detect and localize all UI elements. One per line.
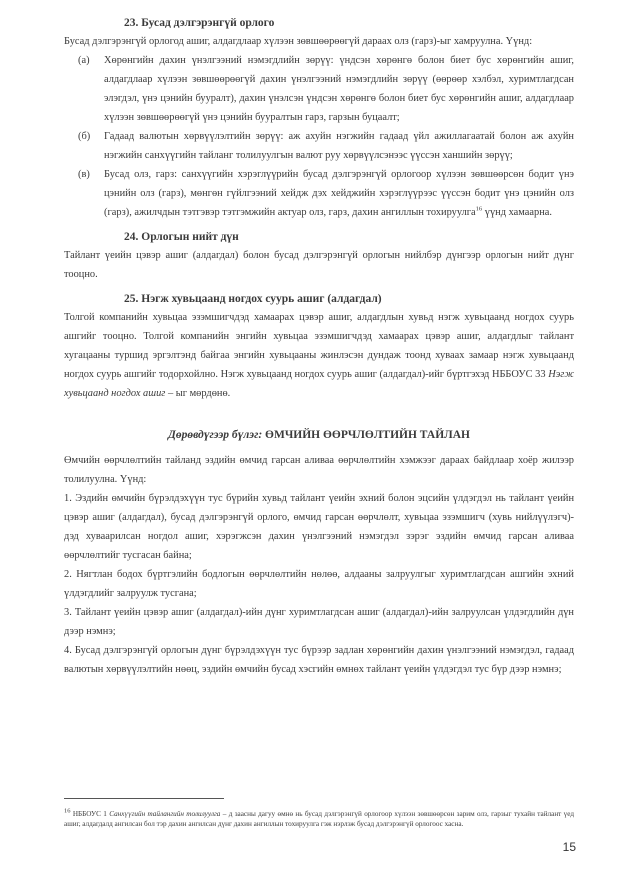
list-text-tail: үүнд хамаарна. <box>484 207 552 218</box>
equity-item-3: 3. Тайлант үеийн цэвэр ашиг (алдагдал)-ийн дүнг хуримтлагдсан ашиг (алдагдал)-ийн залруулсан үлдэгдлийн дүн дээр нэмнэ; <box>64 607 574 637</box>
standard-title: Нэгж хувьцаанд ногдох ашиг <box>64 369 574 399</box>
equity-item-4: 4. Бусад дэлгэрэнгүй орлогын дүнг бүрэлдэхүүн тус бүрээр задлан хөрөнгийн дахин үнэлгээний нэмэгдэл, гадаад валютын хөрвүүлэлтийн нөөц, эздийн өмчийн бусад хэсгийн өмнөх тайлант үеийн үлдэгдэл тус бүр дээр нэмнэ; <box>64 645 574 675</box>
list-marker: (а) <box>78 55 90 66</box>
section-25-text-after: – ыг мөрдөнө. <box>165 388 231 399</box>
list-item-c <box>78 165 574 222</box>
section-25-text <box>64 308 574 403</box>
footnote <box>64 807 575 829</box>
footnote-italic: Санхүүгийн тайлангийн толилуулга <box>109 810 221 819</box>
section-24-text: Тайлант үеийн цэвэр ашиг (алдагдал) болон бусад дэлгэрэнгүй орлогын нийлбэр дүнгээр орлогын нийт дүнг тооцно. <box>64 250 574 280</box>
section-25-heading: 25. Нэгж хувьцаанд ногдох суурь ашиг (алдагдал) <box>124 293 382 305</box>
list-text: Хөрөнгийн дахин үнэлгээний нэмэгдлийн зөрүү: үндсэн хөрөнгө болон биет бус хөрөнгийн ашиг, алдагдлаар хүлээн зөвшөөрөөгүй дахин үнэлгээний нэмэгдлийн зөрүү (өөрөөр хэлбэл, хуримтлагдсан элэгдэл, үнэ цэнийн бууралт), дахин үнэлсэн үндсэн хөрөнгө болон биет бус хөрөнгийн ашиг, алдагдлаар хүлээн зөвшөөрөөгүй үнэ цэнийн бууралтын гарз, гарзын буцаалт; <box>104 55 574 123</box>
equity-intro: Өмчийн өөрчлөлтийн тайланд эздийн өмчид гарсан аливаа өөрчлөлтийн хэмжээг дараах байдлаар хоёр жилээр толилуулна. Үүнд: <box>64 455 574 485</box>
section-23-heading: 23. Бусад дэлгэрэнгүй орлого <box>124 17 275 29</box>
section-23-intro: Бусад дэлгэрэнгүй орлогод ашиг, алдагдлаар хүлээн зөвшөөрөөгүй дараах олз (гарз)-ыг хамруулна. Үүнд: <box>64 36 533 47</box>
chapter-lead: Дөрөвдүгээр бүлэг: <box>168 429 263 441</box>
list-item-b <box>78 127 574 165</box>
page-number: 15 <box>562 840 576 854</box>
chapter-title: ӨМЧИЙН ӨӨРЧЛӨЛТИЙН ТАЙЛАН <box>265 429 470 441</box>
footnote-mark: 16 <box>64 807 71 815</box>
footnote-prefix: НББОУС 1 <box>70 810 110 819</box>
list-marker: (б) <box>78 131 91 142</box>
list-item-a <box>78 51 574 127</box>
list-text: Бусад олз, гарз: санхүүгийн хэрэглүүрийн бусад дэлгэрэнгүй орлогоор хүлээн зөвшөөрсөн бодит үнэ цэнийн олз (гарз), мөнгөн гүйлгээний хейдж дэх хейджийн хэрэглүүрээс үүссэн бодит үнэ цэнийн олз (гарз), ажилчдын тэтгэвэр тэтгэмжийн актуар олз, гарз, дахин ангиллын тохируулга <box>104 169 574 218</box>
section-24-heading: 24. Орлогын нийт дүн <box>124 231 239 243</box>
list-text: Гадаад валютын хөрвүүлэлтийн зөрүү: аж ахуйн нэгжийн гадаад үйл ажиллагаатай болон аж ахуйн нэгжийн санхүүгийн тайланг толилуулгын валют руу хөрвүүлсэнээс үүссэн ханшийн зөрүү; <box>104 131 574 161</box>
equity-item-2: 2. Нягтлан бодох бүртгэлийн бодлогын өөрчлөлтийн нөлөө, алдааны залруулгыг хуримтлагдсан ашгийн эхний үлдэгдлийг залруулж тусгана; <box>64 569 574 599</box>
section-25-text-before: Толгой компанийн хувьцаа эзэмшигчдэд хамаарах цэвэр ашиг, алдагдлын хувьд нэгж хувьцаанд ногдох суурь ашгийг тооцно. Толгой компанийн энгийн хувьцаа эзэмшигчдэд хамаарах цэвэр ашиг, алдагдлыг тайлант хугацааны туршид эргэлтэнд байгаа энгийн хувьцааны жинлэсэн дундаж тоонд хуваах замаар нэгж хувьцаанд ногдох суурь ашгийг тодорхойлно. Нэгж хувьцаанд ногдох суурь ашиг (алдагдал)-ийг бүртгэхэд НББОУС 33 <box>64 312 574 380</box>
list-marker: (в) <box>78 169 90 180</box>
page-content <box>64 14 574 679</box>
footnote-text: – д заасны дагуу өмнө нь бусад дэлгэрэнгүй орлогоор хүлээн зөвшөөрсөн зарим олз, гарзыг тухайн тайлант үед ашиг, алдагдалд ангилсан бол тэр дахин ангилсан дүнг дахин ангиллын тохируулга гэж нэрлэж бусад дэлгэрэнгүй орлогоос хасна. <box>64 810 575 828</box>
footnote-reference[interactable]: 16 <box>475 205 483 213</box>
equity-item-1: 1. Эздийн өмчийн бүрэлдэхүүн тус бүрийн хувьд тайлант үеийн эхний болон эцсийн үлдэгдэл нь тайлант үеийн цэвэр ашиг (алдагдал), бусад дэлгэрэнгүй орлого, өмчид гарсан өөрчлөлт, хувьцаа эзэмшигч (хувь нийлүүлэгч)-дэд хуваарилсан ногдол ашиг, хэрэгжсэн дахин үнэлгээний нэмэгдэл зэрэг эздийн өмчид гарсан аливаа өөрчлөлтийг тусгасан байна; <box>64 493 574 561</box>
chapter-heading <box>64 429 574 441</box>
list-text-wrap <box>104 165 574 222</box>
footnote-divider <box>64 798 224 799</box>
